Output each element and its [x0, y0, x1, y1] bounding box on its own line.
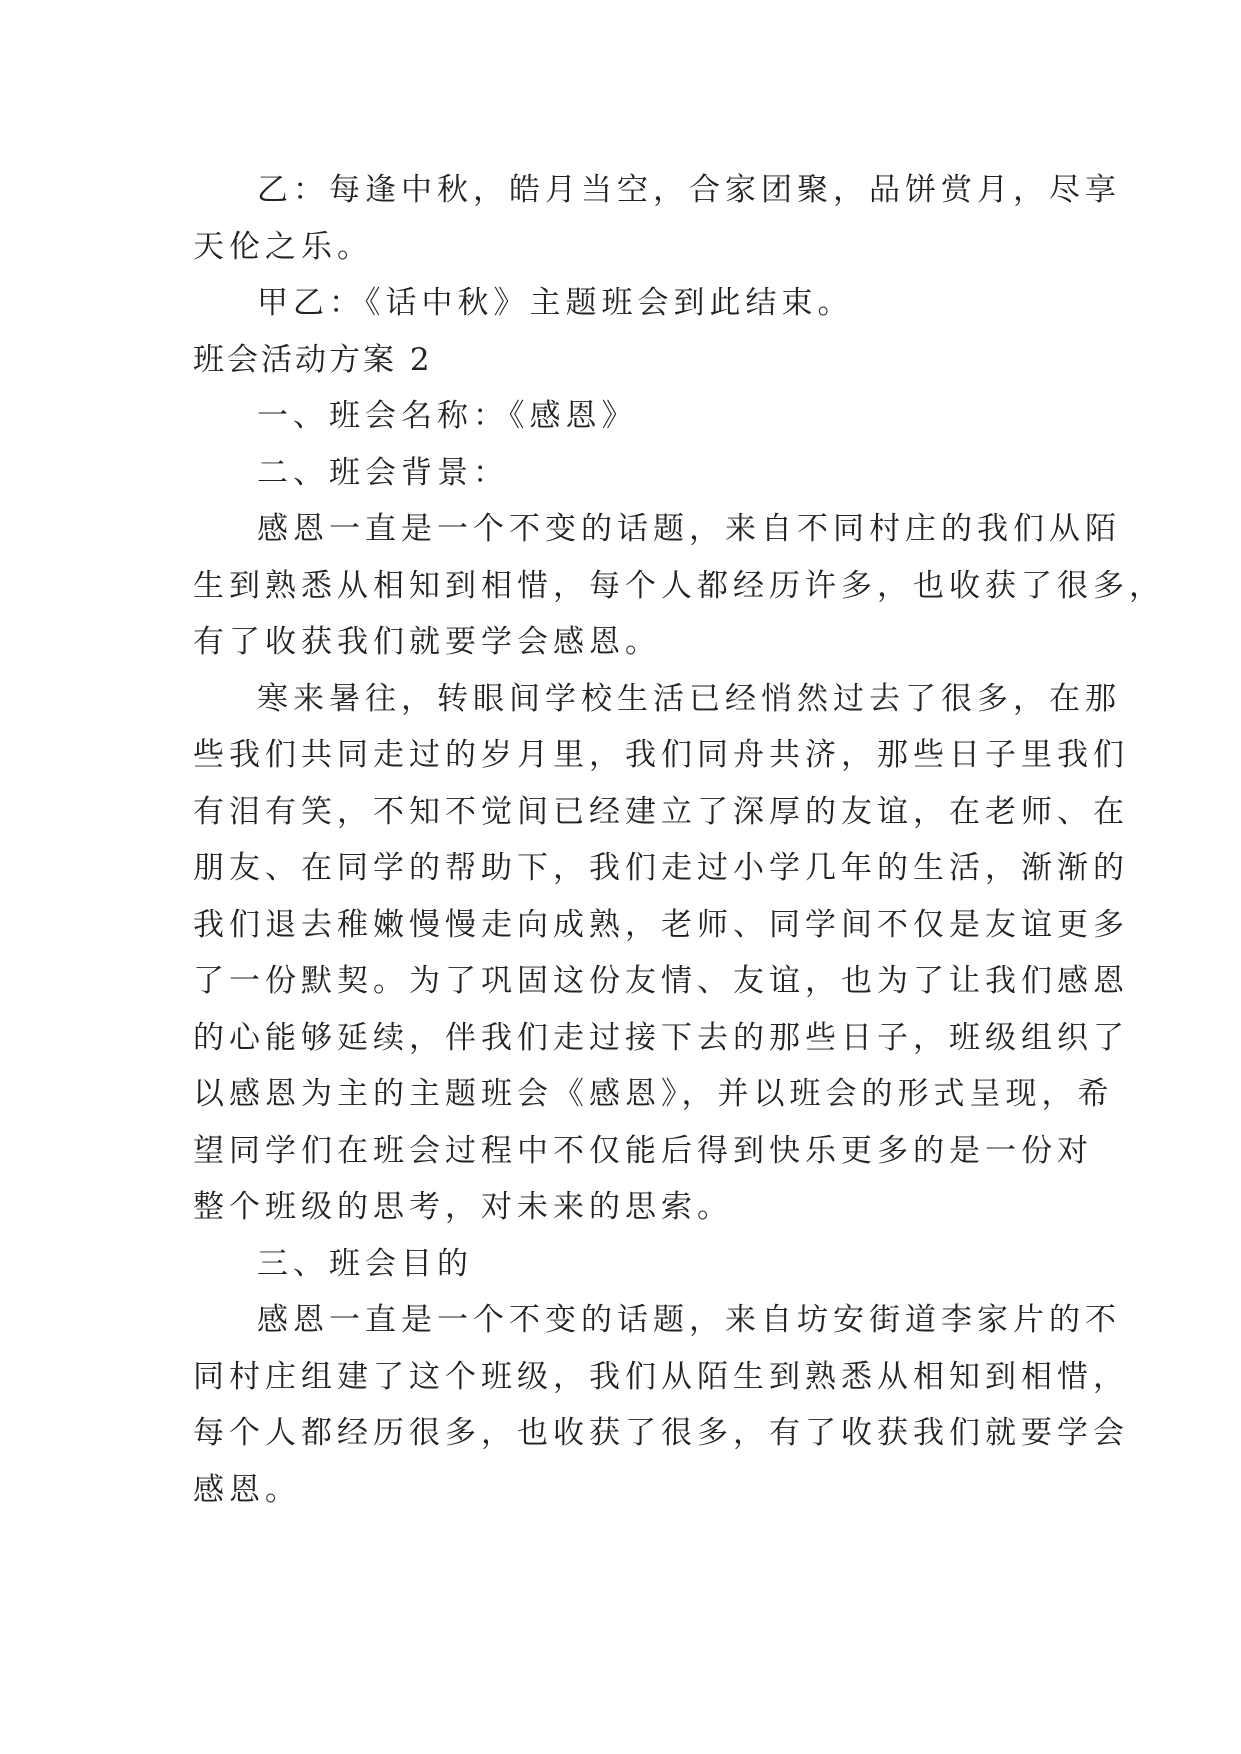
- text-line: 有了收获我们就要学会感恩。: [193, 624, 661, 660]
- text-line: 些我们共同走过的岁月里，我们同舟共济，那些日子里我们: [193, 737, 1129, 773]
- text-line: 感恩。: [193, 1471, 301, 1508]
- text-line: 寒来暑往，转眼间学校生活已经悄然过去了很多，在那: [257, 680, 1121, 717]
- text-line: 一、班会名称：《感恩》: [257, 398, 638, 434]
- text-line: 感恩一直是一个不变的话题，来自不同村庄的我们从陌: [257, 511, 1121, 547]
- text-line: 二、班会背景：: [257, 454, 509, 491]
- text-line: 我们退去稚嫩慢慢走向成熟，老师、同学间不仅是友谊更多: [193, 906, 1129, 943]
- text-line: 了一份默契。为了巩固这份友情、友谊，也为了让我们感恩: [193, 963, 1129, 999]
- text-line: 整个班级的思考，对未来的思索。: [193, 1189, 733, 1225]
- text-line: 朋友、在同学的帮助下，我们走过小学几年的生活，渐渐的: [193, 850, 1129, 886]
- text-line: 天伦之乐。: [193, 228, 373, 265]
- text-line: 甲乙：《话中秋》主题班会到此结束。: [257, 285, 854, 321]
- text-line: 生到熟悉从相知到相惜，每个人都经历许多，也收获了很多，: [193, 567, 1165, 604]
- text-line: 乙：每逢中秋，皓月当空，合家团聚，品饼赏月，尽享: [257, 172, 1121, 208]
- text-line: 三、班会目的: [257, 1245, 473, 1282]
- document-body: [193, 162, 1165, 1518]
- text-line: 的心能够延续，伴我们走过接下去的那些日子，班级组织了: [193, 1019, 1129, 1056]
- section-heading: 班会活动方案 2: [193, 341, 433, 378]
- text-line: 望同学们在班会过程中不仅能后得到快乐更多的是一份对: [193, 1132, 1093, 1169]
- text-line: 同村庄组建了这个班级，我们从陌生到熟悉从相知到相惜，: [193, 1358, 1129, 1395]
- text-line: 有泪有笑，不知不觉间已经建立了深厚的友谊，在老师、在: [193, 793, 1129, 830]
- text-line: 感恩一直是一个不变的话题，来自坊安街道李家片的不: [257, 1302, 1121, 1338]
- text-line: 以感恩为主的主题班会《感恩》，并以班会的形式呈现，希: [193, 1076, 1114, 1112]
- text-line: 每个人都经历很多，也收获了很多，有了收获我们就要学会: [193, 1415, 1129, 1451]
